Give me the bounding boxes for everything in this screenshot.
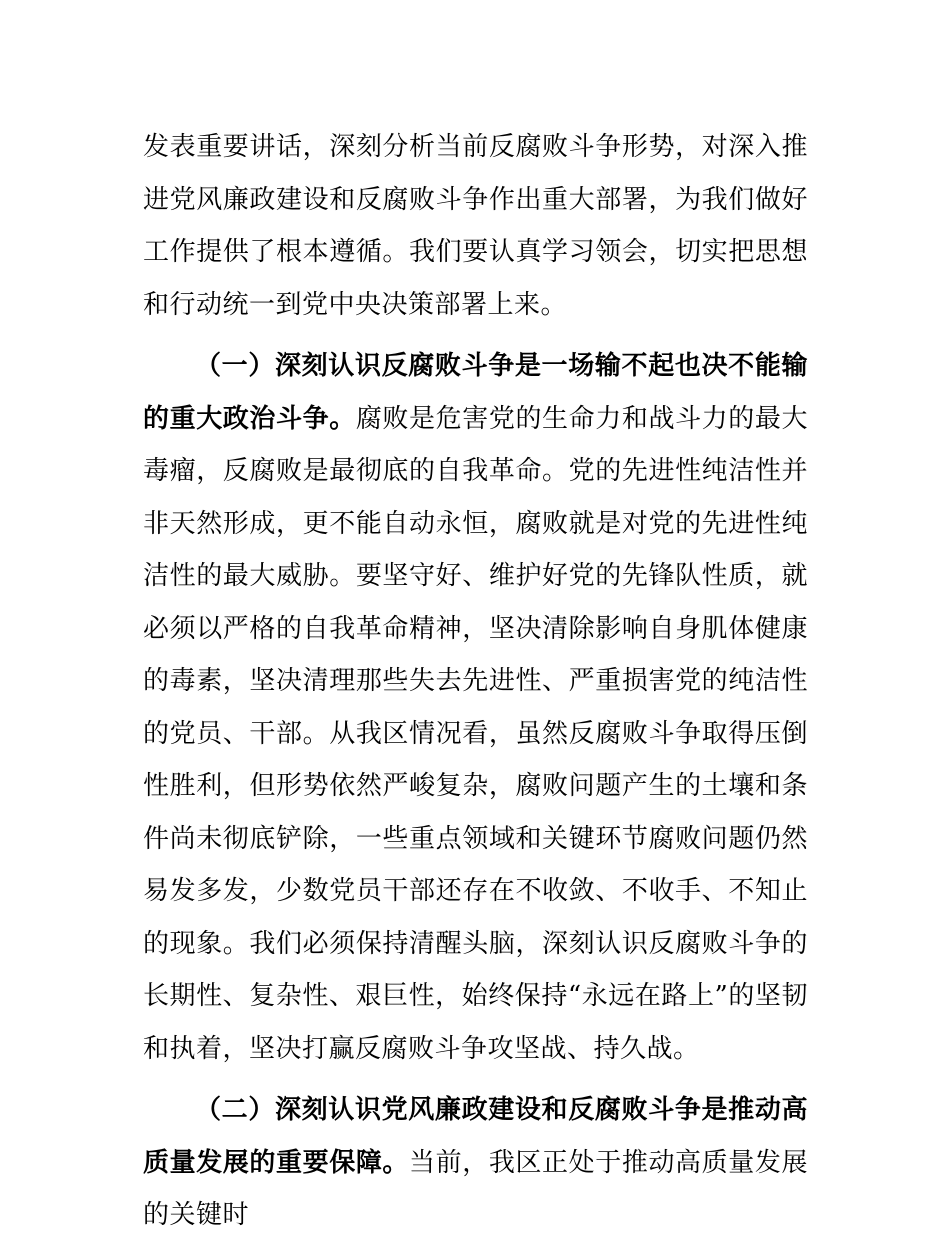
- section-2-heading: （二）深刻认识党风廉政建设和反腐败斗争是推动高质量发展的重要保障。: [143, 1095, 808, 1178]
- paragraph-intro: 发表重要讲话，深刻分析当前反腐败斗争形势，对深入推进党风廉政建设和反腐败斗争作出重大部署，为我们做好工作提供了根本遵循。我们要认真学习领会，切实把思想和行动统一到党中央决策部署上来。: [143, 132, 808, 320]
- section-2-body: 当前，我区正处于推动高质量发展的关键时: [143, 1147, 808, 1230]
- section-1-body: 腐败是危害党的生命力和战斗力的最大毒瘤，反腐败是最彻底的自我革命。党的先进性纯洁性并非天然形成，更不能自动永恒，腐败就是对党的先进性纯洁性的最大威胁。要坚守好、维护好党的先锋队性质，就必须以严格的自我革命精神，坚决清除影响自身肌体健康的毒素，坚决清理那些失去先进性、严重损害党的纯洁性的党员、干部。从我区情况看，虽然反腐败斗争取得压倒性胜利，但形势依然严峻复杂，腐败问题产生的土壤和条件尚未彻底铲除，一些重点领域和关键环节腐败问题仍然易发多发，少数党员干部还存在不收敛、不收手、不知止的现象。我们必须保持清醒头脑，深刻认识反腐败斗争的长期性、复杂性、艰巨性，始终保持“永远在路上”的坚韧和执着，坚决打赢反腐败斗争攻坚战、持久战。: [143, 403, 808, 1064]
- paragraph-section-2: [143, 1084, 808, 1242]
- section-1-heading: （一）深刻认识反腐败斗争是一场输不起也决不能输的重大政治斗争。: [143, 351, 808, 434]
- document-body: [143, 121, 808, 1242]
- paragraph-section-1: [143, 340, 808, 1075]
